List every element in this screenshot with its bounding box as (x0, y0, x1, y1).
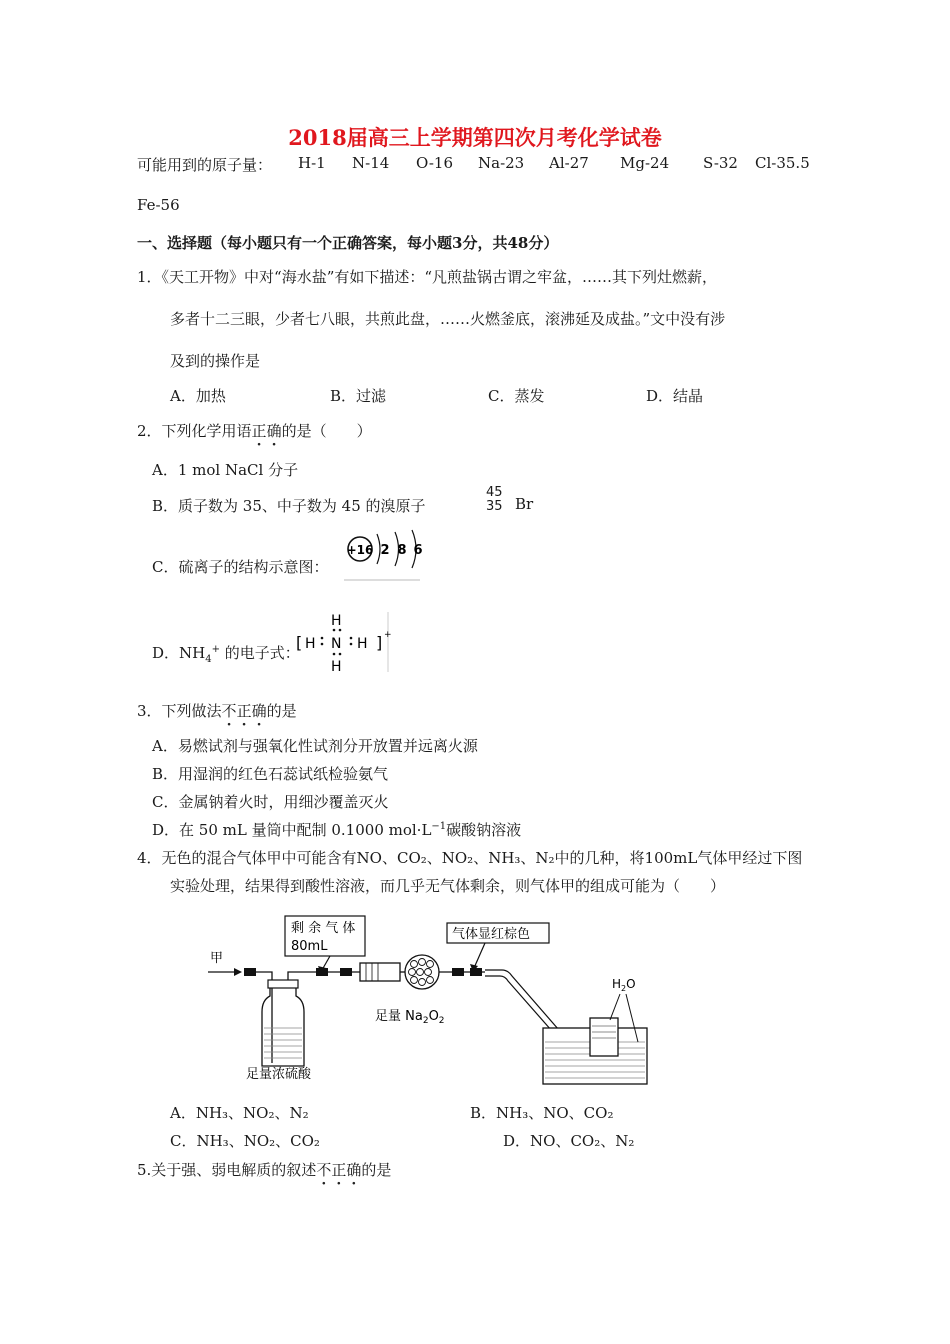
hydrogen-right: H (357, 636, 368, 652)
q1-option-d: D．结晶 (646, 387, 704, 405)
sulfur-ion-structure-diagram (340, 528, 424, 584)
q3-option-b: B．用湿润的红色石蕊试纸检验氨气 (152, 765, 389, 783)
emphasis-char: 不 (221, 702, 237, 720)
shell-electron-count: 6 (413, 543, 423, 558)
atomic-mass-fe: Fe-56 (137, 196, 180, 214)
q3-option-a: A．易燃试剂与强氧化性试剂分开放置并远离火源 (152, 737, 478, 755)
rubber-connector (340, 968, 352, 976)
rubber-connector (470, 968, 482, 976)
inlet-arrowhead (234, 968, 242, 976)
hydrogen-top: H (331, 613, 342, 629)
acid-bottle-label: 足量浓硫酸 (246, 1067, 312, 1082)
q4-line2: 实验处理，结果得到酸性溶液，而几乎无气体剩余，则气体甲的组成可能为（ ） (170, 877, 726, 895)
shell-electron-count: 8 (397, 543, 407, 558)
experiment-apparatus-diagram (200, 908, 680, 1088)
remaining-gas-volume: 80mL (291, 939, 328, 954)
q1-line3: 及到的操作是 (170, 352, 261, 370)
q3-stem: 3．下列做法不正确的是 (137, 702, 297, 720)
atomic-mass-mg: Mg-24 (620, 154, 670, 172)
emphasis-char: 不 (316, 1161, 332, 1179)
atomic-mass-o: O-16 (416, 154, 454, 172)
q3-option-c: C．金属钠着火时，用细沙覆盖灭火 (152, 793, 389, 811)
q2-option-c: C．硫离子的结构示意图： (152, 558, 329, 576)
emphasis-char: 正 (251, 422, 267, 440)
remaining-gas-label: 剩 余 气 体 (291, 921, 356, 936)
q1-option-b: B．过滤 (330, 387, 387, 405)
atomic-mass-cl: Cl-35.5 (755, 154, 810, 172)
rubber-connector (316, 968, 328, 976)
emphasis-char: 确 (266, 422, 282, 440)
na2o2-granules (409, 959, 434, 986)
mass-number: 45 (486, 485, 503, 500)
q1-line1: 1．《天工开物》中对“海水盐”有如下描述：“凡煎盐锅古谓之牢盆，……其下列灶燃薪， (137, 268, 718, 286)
emphasis-char: 正 (331, 1161, 347, 1179)
atomic-masses-label: 可能用到的原子量： (137, 156, 273, 174)
nitrogen: N (331, 636, 342, 652)
q4-line1: 4．无色的混合气体甲中可能含有NO、CO₂、NO₂、NH₃、N₂中的几种，将100mL气体甲经过下图 (137, 849, 803, 867)
q2-option-d: D．$NH_4^+$ 的电子式： (152, 644, 300, 665)
atomic-mass-na: Na-23 (478, 154, 525, 172)
q4-option-d: D．NO、CO₂、N₂ (503, 1132, 635, 1150)
bracket-right: ] (376, 633, 383, 652)
charge-sign: + (384, 630, 392, 640)
bracket-left: [ (296, 633, 303, 652)
atomic-mass-al: Al-27 (549, 154, 589, 172)
q5-stem: 5.关于强、弱电解质的叙述不正确的是 (137, 1161, 392, 1179)
bromine-symbol: Br (515, 495, 534, 513)
q4-option-c: C．NH₃、NO₂、CO₂ (170, 1132, 320, 1150)
atomic-mass-n: N-14 (352, 154, 390, 172)
water-label: $H_2O$ (612, 977, 636, 993)
exam-title: 2018届高三上学期第四次月考化学试卷 (288, 125, 662, 150)
shell-electron-count: 2 (380, 543, 390, 558)
ammonium-electron-formula (294, 610, 394, 676)
q4-option-b: B．NH₃、NO、CO₂ (470, 1104, 614, 1122)
bromine-nuclide (486, 486, 503, 514)
hydrogen-bottom: H (331, 659, 342, 675)
emphasis-char: 确 (346, 1161, 362, 1179)
rubber-connector (244, 968, 256, 976)
label-leader-line (610, 994, 620, 1020)
q1-option-c: C．蒸发 (488, 387, 545, 405)
emphasis-char: 正 (236, 702, 252, 720)
gas-inlet-label: 甲 (210, 951, 224, 966)
q3-option-d: D．在 50 mL 量筒中配制 0.1000 $mol\cdot L^{-1}$碳酸钠溶液 (152, 821, 522, 839)
hydrogen-left: H (305, 636, 316, 652)
q1-option-a: A．加热 (170, 387, 226, 405)
bottle-stopper (268, 980, 298, 988)
collection-beaker (590, 1018, 618, 1056)
q2-option-b: B．质子数为 35、中子数为 45 的溴原子 (152, 497, 426, 515)
acid-liquid (264, 1028, 302, 1058)
q4-option-a: A．NH₃、NO₂、N₂ (170, 1104, 309, 1122)
section-heading: 一、选择题（每小题只有一个正确答案，每小题3分，共48分） (137, 234, 559, 252)
rubber-connector (452, 968, 464, 976)
atomic-mass-h: H-1 (298, 154, 326, 172)
q2-option-a: A．1 mol NaCl 分子 (152, 461, 299, 479)
na2o2-label: 足量 $Na_2O_2$ (375, 1009, 445, 1026)
wash-bottle (262, 988, 304, 1066)
q2-stem: 2．下列化学用语正确的是（ ） (137, 422, 372, 440)
q1-line2: 多者十二三眼，少者七八眼，共煎此盘，……火燃釜底，滚沸延及成盐。”文中没有涉 (170, 310, 726, 328)
atomic-mass-s: S-32 (703, 154, 738, 172)
pointer-line (474, 943, 485, 968)
red-brown-gas-label: 气体显红棕色 (452, 927, 531, 942)
nucleus-charge: +16 (346, 543, 374, 557)
atomic-number: 35 (486, 499, 503, 514)
emphasis-char: 确 (251, 702, 267, 720)
